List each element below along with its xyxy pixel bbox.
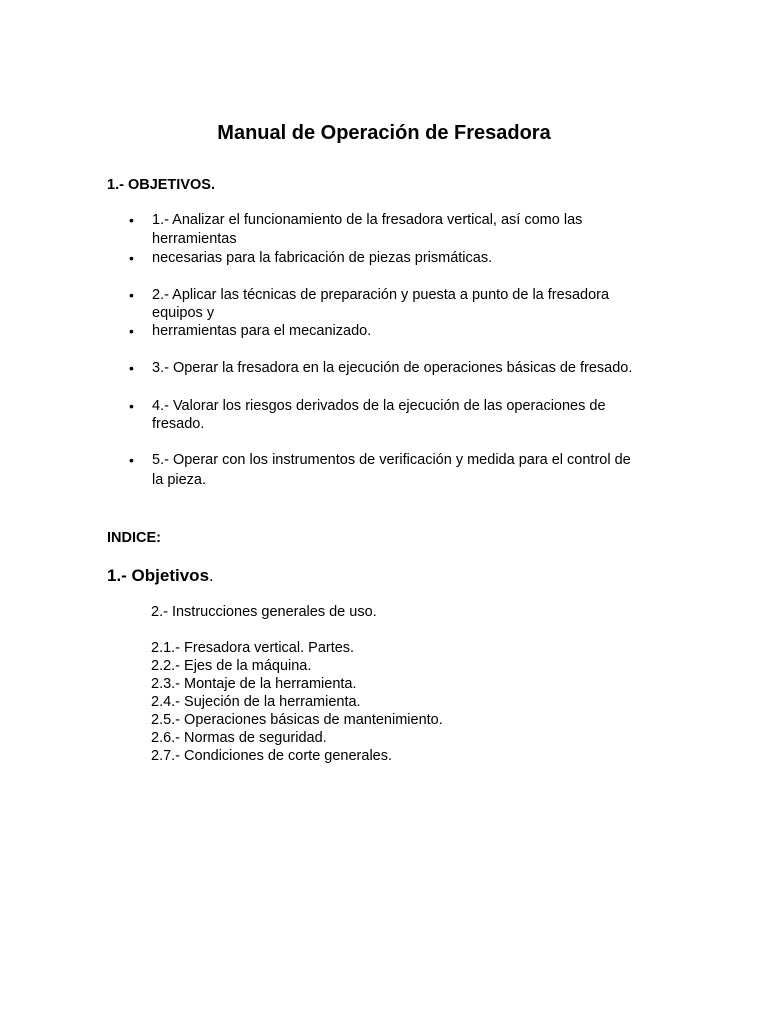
objective-item: 3.- Operar la fresadora en la ejecución de operaciones básicas de fresado.: [152, 360, 633, 376]
index-subitem: 2.4.- Sujeción de la herramienta.: [151, 694, 361, 710]
document-title: Manual de Operación de Fresadora: [217, 122, 551, 144]
bullet-icon: •: [129, 323, 134, 339]
objective-item-continuation: equipos y: [152, 305, 215, 321]
objective-item-continuation: herramientas: [152, 231, 237, 247]
bullet-icon: •: [129, 452, 134, 468]
index-subitem: 2.2.- Ejes de la máquina.: [151, 658, 312, 674]
objective-item: necesarias para la fabricación de piezas prismáticas.: [152, 250, 493, 266]
bullet-icon: •: [129, 287, 134, 303]
index-subitem: 2.6.- Normas de seguridad.: [151, 730, 327, 746]
index-subitem: 2.3.- Montaje de la herramienta.: [151, 676, 357, 692]
objective-item: 4.- Valorar los riesgos derivados de la ejecución de las operaciones de: [152, 398, 606, 414]
index-subitem: 2.7.- Condiciones de corte generales.: [151, 748, 393, 764]
bullet-icon: •: [129, 212, 134, 228]
objective-item: 1.- Analizar el funcionamiento de la fresadora vertical, así como las: [152, 212, 583, 228]
bullet-icon: •: [129, 250, 134, 266]
index-subitem: 2.1.- Fresadora vertical. Partes.: [151, 640, 355, 656]
index-item-objectives: [107, 565, 214, 587]
index-item-instructions: 2.- Instrucciones generales de uso.: [151, 604, 377, 620]
objective-item: herramientas para el mecanizado.: [152, 323, 372, 339]
index-heading: INDICE:: [107, 530, 161, 546]
index-item-objectives-suffix: .: [209, 566, 214, 585]
objective-item-continuation: la pieza.: [152, 472, 207, 488]
objective-item: 5.- Operar con los instrumentos de verificación y medida para el control de: [152, 452, 631, 468]
bullet-icon: •: [129, 360, 134, 376]
index-item-objectives-label: 1.- Objetivos: [107, 566, 210, 585]
bullet-icon: •: [129, 398, 134, 414]
index-subitem: 2.5.- Operaciones básicas de mantenimiento.: [151, 712, 443, 728]
objective-item: 2.- Aplicar las técnicas de preparación y puesta a punto de la fresadora: [152, 287, 610, 303]
objective-item-continuation: fresado.: [152, 416, 205, 432]
objectives-heading: 1.- OBJETIVOS.: [107, 177, 215, 193]
